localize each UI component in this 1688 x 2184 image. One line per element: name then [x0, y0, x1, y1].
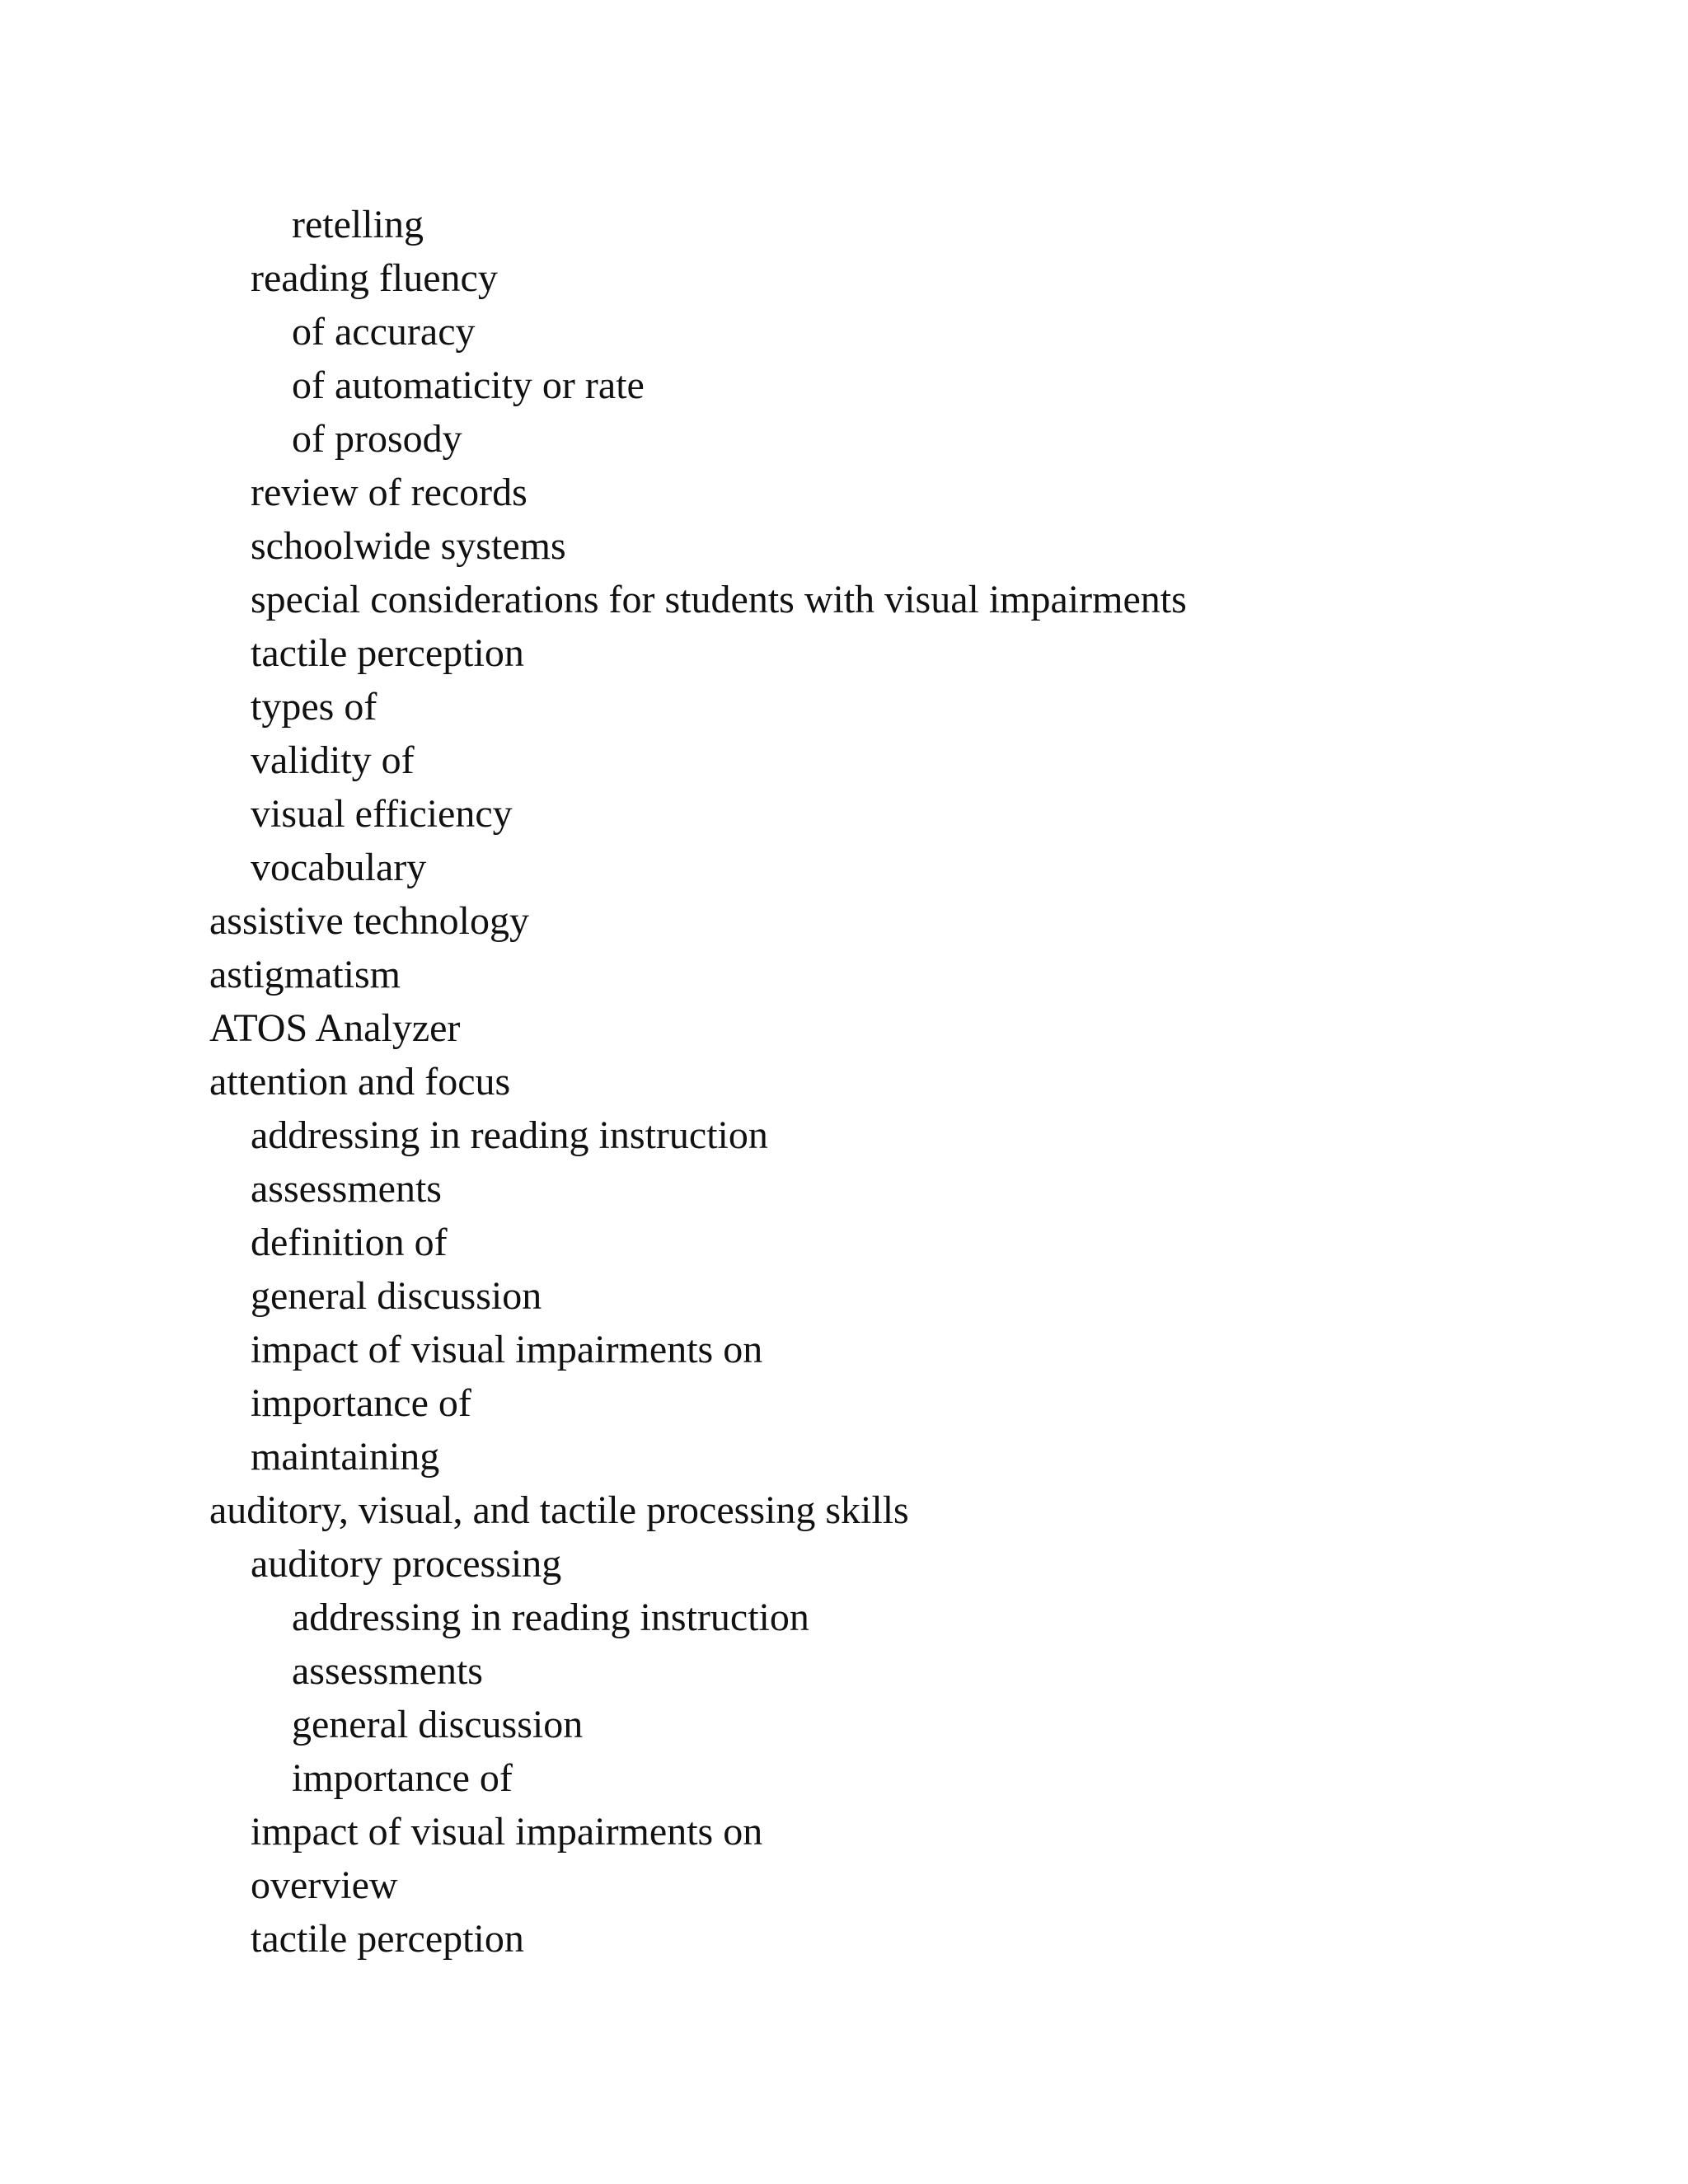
index-main: auditory, visual, and tactile processing skills: [209, 1488, 909, 1532]
index-sub-subentry: importance of: [292, 1756, 513, 1800]
index-subentry: definition of: [251, 1221, 448, 1264]
index-subentry: impact of visual impairments on: [251, 1328, 763, 1371]
index-subentry: general discussion: [251, 1274, 542, 1318]
index-subentry: importance of: [251, 1381, 471, 1425]
index-main: ATOS Analyzer: [209, 1006, 461, 1050]
index-subentry: special considerations for students with visual impairments: [251, 578, 1187, 621]
index-sub-subentry: addressing in reading instruction: [292, 1596, 809, 1639]
index-subentry: overview: [251, 1863, 398, 1907]
index-list: [0, 198, 1688, 1966]
index-subentry: vocabulary: [251, 846, 427, 889]
index-subentry: maintaining: [251, 1435, 440, 1479]
index-sub-subentry: of prosody: [292, 417, 462, 461]
index-subentry: addressing in reading instruction: [251, 1113, 768, 1157]
index-main: attention and focus: [209, 1060, 511, 1104]
index-sub-subentry: of accuracy: [292, 310, 476, 354]
index-subentry: types of: [251, 685, 377, 729]
index-subentry: auditory processing: [251, 1542, 562, 1586]
index-sub-subentry: general discussion: [292, 1703, 584, 1746]
index-subentry: review of records: [251, 471, 528, 514]
index-sub-subentry: assessments: [292, 1649, 483, 1693]
index-subentry: visual efficiency: [251, 792, 513, 836]
index-subentry: schoolwide systems: [251, 524, 566, 568]
index-sub-subentry: of automaticity or rate: [292, 363, 645, 407]
index-subentry: tactile perception: [251, 631, 524, 675]
index-subentry: tactile perception: [251, 1917, 524, 1961]
index-main: astigmatism: [209, 953, 401, 996]
index-subentry: impact of visual impairments on: [251, 1810, 763, 1854]
index-subentry: validity of: [251, 738, 415, 782]
index-subentry: reading fluency: [251, 256, 498, 300]
index-main: assistive technology: [209, 899, 529, 943]
index-sub-subentry: retelling: [292, 203, 424, 246]
index-subentry: assessments: [251, 1167, 442, 1211]
